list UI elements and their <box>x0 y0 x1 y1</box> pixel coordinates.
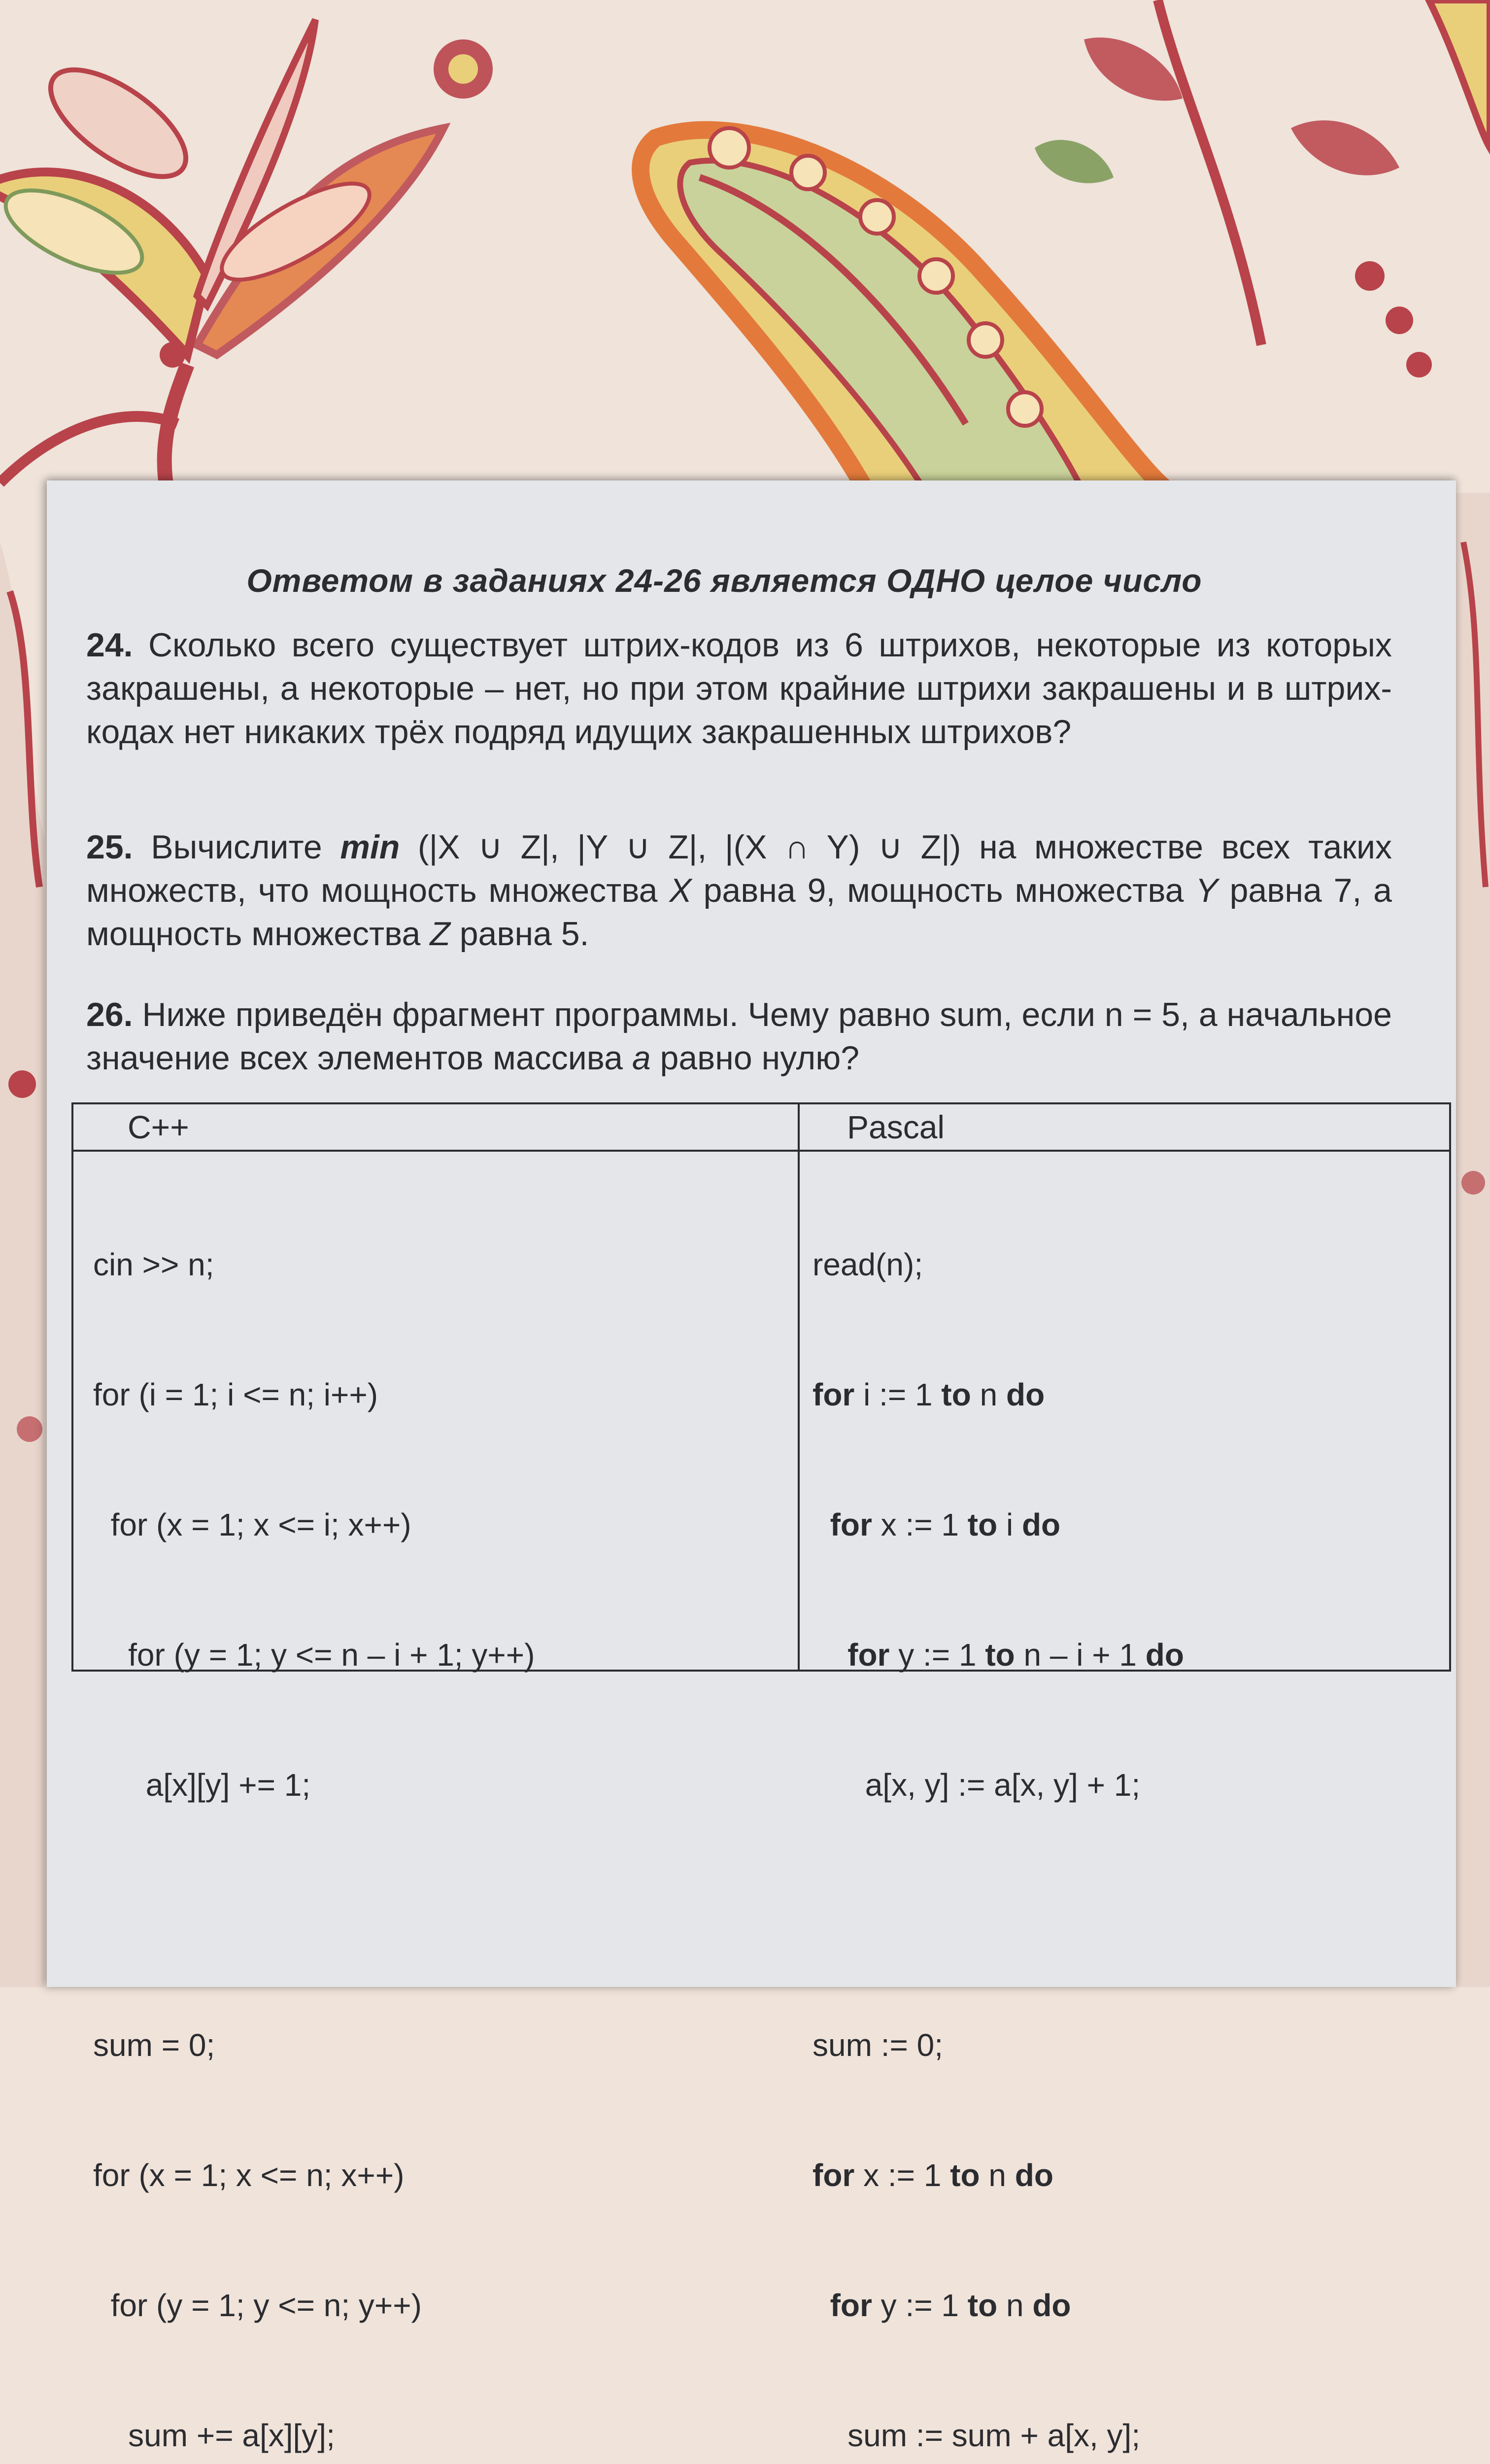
pascal-code-text: sum := 0; <box>813 2027 943 2063</box>
code-table <box>71 1102 1451 2453</box>
task-25-var-y: Y <box>1195 872 1218 909</box>
cpp-code-line: for (x = 1; x <= n; x++) <box>93 2157 405 2193</box>
task-25-func: min <box>340 828 400 866</box>
pascal-code-text: y := 1 <box>872 2288 968 2323</box>
task-26 <box>86 993 1392 1080</box>
cpp-code-line: for (y = 1; y <= n; y++) <box>93 2288 422 2323</box>
task-25-text-b: равна 9, мощность множества <box>703 872 1184 909</box>
task-24-text: Сколько всего существует штрих-кодов из 6 штрихов, некоторые из которых закрашены, а некоторые – нет, но при этом крайние штрихи закрашены и в штрих-кодах нет никаких трёх подряд идущих закрашенных штрихов? <box>86 626 1392 751</box>
pascal-code-line <box>813 2284 1184 2327</box>
task-25-var-z: Z <box>430 915 450 953</box>
cpp-code-line: for (x = 1; x <= i; x++) <box>93 1507 411 1542</box>
cpp-code-line: cin >> n; <box>93 1247 214 1282</box>
pascal-code-text: n <box>997 2288 1033 2323</box>
pascal-code-text: n – i + 1 <box>1015 1637 1146 1673</box>
cpp-column-header: C++ <box>128 1109 189 1145</box>
fabric-strip-right <box>1456 493 1490 1987</box>
task-25-number: 25. <box>86 828 133 866</box>
pascal-code-text: x := 1 <box>854 2157 950 2193</box>
task-25-var-x: X <box>669 872 692 909</box>
pascal-code-text: n <box>971 1377 1006 1412</box>
pascal-code-line <box>813 1373 1184 1416</box>
pascal-indent <box>813 1507 830 1542</box>
pascal-code-text: read(n); <box>813 1247 923 1282</box>
task-26-text-b: равно нулю? <box>660 1039 860 1077</box>
pascal-keyword: to <box>985 1637 1015 1673</box>
pascal-code-line <box>813 2023 1184 2067</box>
task-24-number: 24. <box>86 626 133 664</box>
cpp-code-line: for (i = 1; i <= n; i++) <box>93 1377 378 1412</box>
task-25-lead: Вычислите <box>151 828 322 866</box>
task-25-text-c: равна 7, а мощность множества <box>86 872 1392 953</box>
cpp-code-block <box>93 1156 535 2464</box>
task-25-text-d: равна 5. <box>459 915 589 953</box>
pascal-keyword: to <box>941 1377 971 1412</box>
pascal-keyword: do <box>1032 2288 1071 2323</box>
table-column-divider <box>798 1104 800 1670</box>
pascal-keyword: for <box>813 2157 855 2193</box>
pascal-indent <box>813 1767 865 1803</box>
pascal-indent <box>813 2288 830 2323</box>
task-25 <box>86 825 1392 956</box>
table-header-divider <box>73 1150 1449 1152</box>
task-26-text-a: Ниже приведён фрагмент программы. Чему равно sum, если n = 5, а начальное значение всех элементов массива <box>86 996 1392 1077</box>
pascal-code-line <box>813 1763 1184 1807</box>
pascal-indent <box>813 1637 847 1673</box>
task-26-var-a: a <box>632 1039 651 1077</box>
pascal-code-text: y := 1 <box>889 1637 985 1673</box>
cpp-code-line <box>93 1893 535 1937</box>
pascal-keyword: for <box>830 2288 872 2323</box>
pascal-code-text: a[x, y] := a[x, y] + 1; <box>865 1767 1141 1803</box>
pascal-code-block <box>813 1156 1184 2464</box>
pascal-indent <box>813 2418 847 2453</box>
pascal-keyword: do <box>1021 1507 1061 1542</box>
pascal-code-line <box>813 1893 1184 1937</box>
task-25-expr: (|X ∪ Z|, |Y ∪ Z|, |(X ∩ Y) ∪ Z|) <box>417 828 961 866</box>
cpp-code-line: a[x][y] += 1; <box>93 1767 311 1803</box>
task-26-number: 26. <box>86 996 133 1033</box>
pascal-code-line <box>813 2414 1184 2457</box>
pascal-column-header: Pascal <box>847 1109 945 1145</box>
pascal-keyword: do <box>1145 1637 1184 1673</box>
pascal-keyword: for <box>813 1377 855 1412</box>
paper-sheet <box>47 480 1456 2453</box>
pascal-keyword: to <box>967 1507 998 1542</box>
pascal-code-text: x := 1 <box>872 1507 968 1542</box>
pascal-keyword: for <box>830 1507 872 1542</box>
pascal-code-text: i <box>997 1507 1022 1542</box>
pascal-code-text: n <box>980 2157 1015 2193</box>
pascal-keyword: do <box>1006 1377 1045 1412</box>
pascal-keyword: do <box>1015 2157 1053 2193</box>
pascal-code-line <box>813 1633 1184 1677</box>
pascal-keyword: for <box>847 1637 890 1673</box>
pascal-keyword: to <box>967 2288 998 2323</box>
cpp-code-line: for (y = 1; y <= n – i + 1; y++) <box>93 1637 535 1673</box>
section-header: Ответом в заданиях 24-26 является ОДНО целое число <box>246 562 1202 599</box>
pascal-code-text: i := 1 <box>854 1377 942 1412</box>
pascal-code-line <box>813 2154 1184 2197</box>
task-25-text-a: на множестве всех таких множеств, что мощность множества <box>86 828 1392 909</box>
pascal-code-line <box>813 1503 1184 1546</box>
pascal-code-line <box>813 1243 1184 1286</box>
task-24 <box>86 623 1392 753</box>
pascal-code-text: sum := sum + a[x, y]; <box>847 2418 1141 2453</box>
cpp-code-line: sum += a[x][y]; <box>93 2418 335 2453</box>
cpp-code-line: sum = 0; <box>93 2027 215 2063</box>
pascal-keyword: to <box>950 2157 980 2193</box>
